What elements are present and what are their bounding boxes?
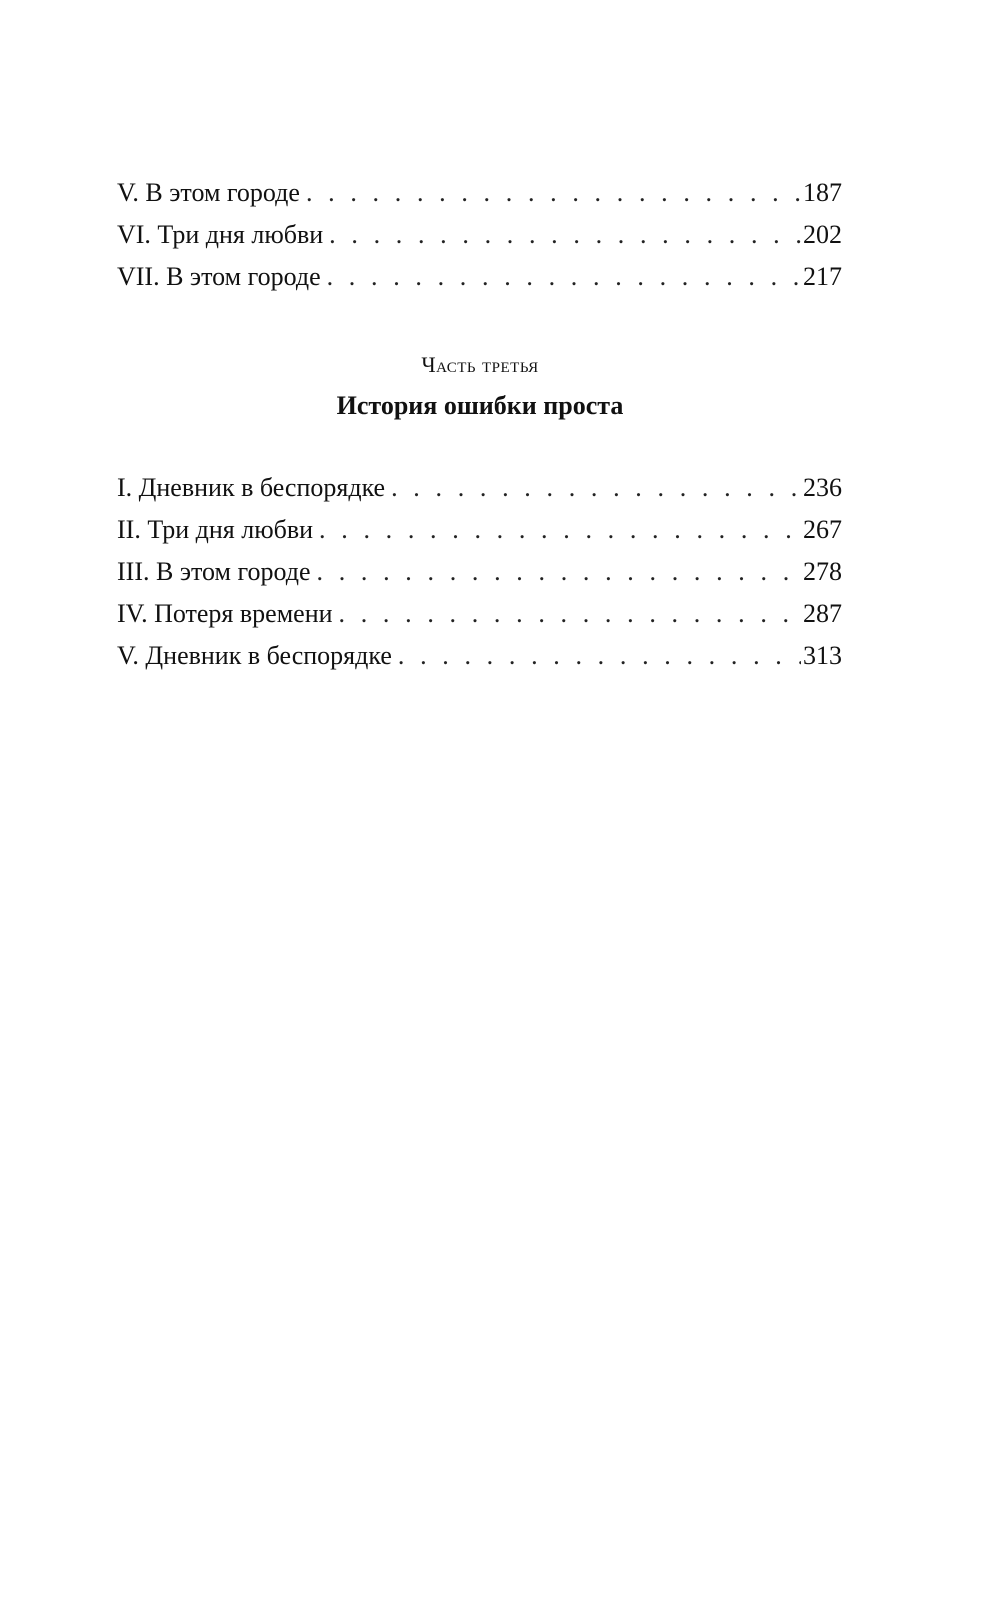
dot-leader [339,593,801,635]
part-label: Часть третья [421,352,539,377]
toc-entry-title: VII. В этом городе [117,262,321,291]
dot-leader [329,214,801,256]
dot-leader [398,635,801,677]
dot-leader [391,467,801,509]
toc-entry-page: 267 [803,515,842,544]
toc-entry [117,593,842,635]
part-title: История ошибки проста [336,391,624,420]
dot-leader [306,172,801,214]
toc-entry [117,467,842,509]
toc-entry-title: IV. Потеря времени [117,599,333,628]
toc-entry [117,214,842,256]
toc-entry-page: 202 [803,220,842,249]
toc-entry-title: V. В этом городе [117,178,300,207]
toc-entry-page: 313 [803,641,842,670]
toc-continued-list [117,172,842,298]
dot-leader [319,509,801,551]
part-three-toc-list [117,467,842,677]
toc-entry-title: I. Дневник в беспорядке [117,473,386,502]
toc-entry-title: V. Дневник в беспорядке [117,641,392,670]
dot-leader [317,551,802,593]
toc-entry [117,509,842,551]
toc-entry [117,551,842,593]
toc-entry-page: 287 [803,599,842,628]
toc-entry-page: 217 [803,262,842,291]
toc-entry [117,635,842,677]
toc-entry-title: III. В этом городе [117,557,311,586]
dot-leader [327,256,801,298]
toc-entry-title: II. Три дня любви [117,515,314,544]
toc-entry [117,256,842,298]
toc-entry-page: 187 [803,178,842,207]
toc-entry-page: 236 [803,473,842,502]
toc-entry-title: VI. Три дня любви [117,220,324,249]
toc-entry-page: 278 [803,557,842,586]
toc-entry [117,172,842,214]
